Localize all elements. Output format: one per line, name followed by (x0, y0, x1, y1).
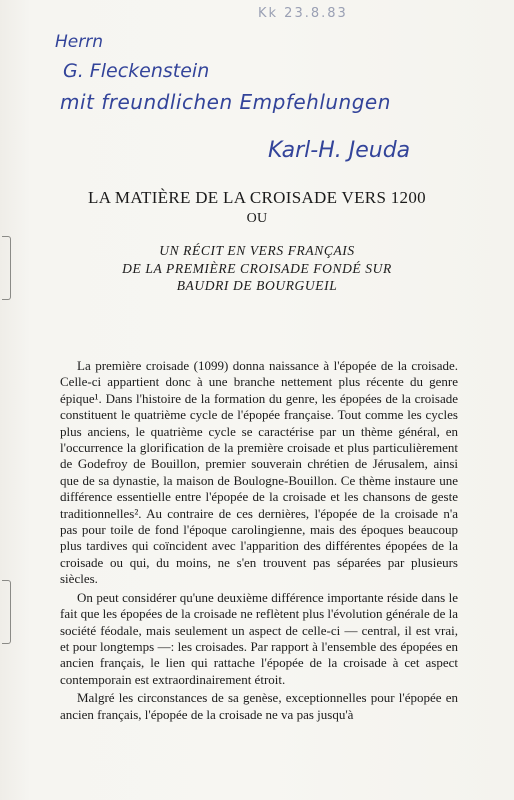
body-text (60, 358, 458, 725)
inscription-line-1: Herrn (55, 32, 103, 52)
inscription-line-2: G. Fleckenstein (63, 60, 210, 82)
subtitle-line-1: UN RÉCIT EN VERS FRANÇAIS (159, 243, 355, 258)
inscription-line-3: mit freundlichen Empfehlungen (60, 90, 391, 114)
title-main: LA MATIÈRE DE LA CROISADE VERS 1200 (88, 188, 426, 207)
title-ou: OU (246, 211, 268, 226)
paragraph-3: Malgré les circonstances de sa genèse, exceptionnelles pour l'épopée en ancien français, l'épopée de la croisade ne va pas jusqu'à (60, 690, 458, 722)
staple-top (2, 236, 11, 300)
staple-bottom (2, 580, 11, 644)
subtitle-line-3: BAUDRI DE BOURGUEIL (176, 278, 338, 293)
paragraph-1: La première croisade (1099) donna naissance à l'épopée de la croisade. Celle-ci appartient donc à une branche nettement plus récente du genre épique¹. Dans l'histoire de la formation du genre, les épopées de la croisade constituent le quatrième cycle de l'épopée française. Tout comme les cycles plus anciens, le quatrième cycle se caractérise par un thème général, en l'occurrence la glorification de la première croisade et plus particulièrement de Godefroy de Bouillon, premier souverain chrétien de Jérusalem, ainsi que de sa dynastie, la maison de Boulogne-Bouillon. Ce thème instaure une différence essentielle entre l'épopée de la croisade et les chansons de geste traditionnelles². Au contraire de ces dernières, l'épopée de la croisade n'a pas pour toile de fond l'époque carolingienne, mais des époques beaucoup plus tardives qui coïncident avec l'apparition des différentes épopées de la croisade ou qui, du moins, ne s'en trouvent pas séparées par plusieurs siècles. (60, 358, 458, 587)
signature: Karl-H. Jeuda (268, 138, 411, 163)
subtitle-line-2: DE LA PREMIÈRE CROISADE FONDÉ SUR (122, 261, 392, 276)
pencil-note: Kk 23.8.83 (258, 6, 348, 21)
paragraph-2: On peut considérer qu'une deuxième différence importante réside dans le fait que les épopées de la croisade ne reflètent plus l'évolution générale de la société féodale, mais seulement un aspect de celle-ci — central, il est vrai, et pour longtemps —: les croisades. Par rapport à l'ensemble des épopées en ancien français, le lien qui rattache l'épopée de la croisade à cet aspect contemporain est extraordinairement étroit. (60, 589, 458, 687)
